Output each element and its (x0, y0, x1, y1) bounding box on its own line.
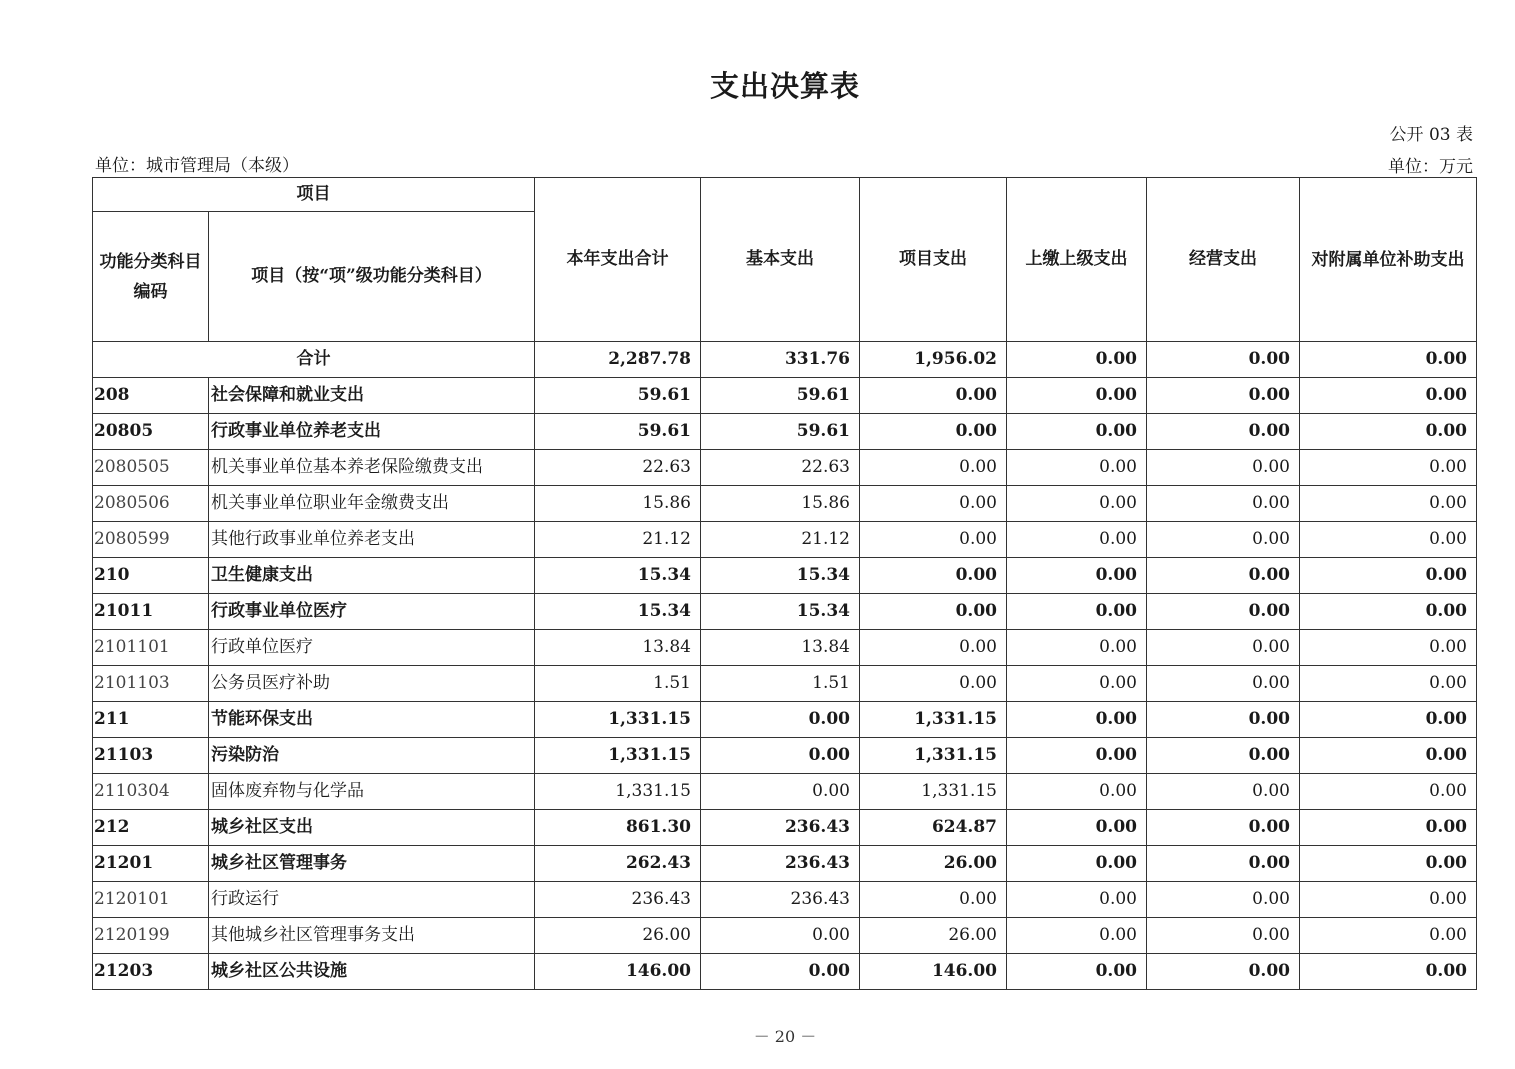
cell-name: 城乡社区公共设施 (209, 954, 535, 990)
cell-basic: 0.00 (701, 738, 860, 774)
table-row (93, 774, 1477, 810)
cell-total: 1,331.15 (535, 738, 701, 774)
cell-code: 21203 (93, 954, 209, 990)
cell-subsidy: 0.00 (1300, 810, 1477, 846)
header-code: 功能分类科目编码 (93, 212, 209, 342)
cell-subsidy: 0.00 (1300, 846, 1477, 882)
cell-business: 0.00 (1147, 774, 1300, 810)
cell-name: 机关事业单位职业年金缴费支出 (209, 486, 535, 522)
cell-basic: 15.34 (701, 594, 860, 630)
cell-subsidy: 0.00 (1300, 738, 1477, 774)
cell-code: 21201 (93, 846, 209, 882)
cell-subsidy: 0.00 (1300, 342, 1477, 378)
cell-business: 0.00 (1147, 702, 1300, 738)
cell-upper: 0.00 (1007, 558, 1147, 594)
cell-project: 624.87 (860, 810, 1007, 846)
header-basic: 基本支出 (701, 178, 860, 342)
cell-subsidy: 0.00 (1300, 666, 1477, 702)
total-row (93, 342, 1477, 378)
cell-total: 2,287.78 (535, 342, 701, 378)
cell-upper: 0.00 (1007, 378, 1147, 414)
cell-name: 卫生健康支出 (209, 558, 535, 594)
cell-total: 22.63 (535, 450, 701, 486)
header-project-group: 项目 (93, 178, 535, 212)
cell-total: 15.34 (535, 594, 701, 630)
header-subsidy: 对附属单位补助支出 (1300, 178, 1477, 342)
cell-business: 0.00 (1147, 450, 1300, 486)
cell-code: 2101103 (93, 666, 209, 702)
cell-upper: 0.00 (1007, 954, 1147, 990)
cell-project: 26.00 (860, 918, 1007, 954)
cell-code: 2120101 (93, 882, 209, 918)
cell-project: 0.00 (860, 450, 1007, 486)
cell-upper: 0.00 (1007, 774, 1147, 810)
cell-project: 0.00 (860, 414, 1007, 450)
cell-project: 1,331.15 (860, 774, 1007, 810)
cell-subsidy: 0.00 (1300, 414, 1477, 450)
cell-total: 21.12 (535, 522, 701, 558)
cell-basic: 15.34 (701, 558, 860, 594)
page-number: － 20 － (753, 1027, 817, 1046)
cell-subsidy: 0.00 (1300, 522, 1477, 558)
cell-business: 0.00 (1147, 558, 1300, 594)
table-row (93, 450, 1477, 486)
cell-basic: 236.43 (701, 882, 860, 918)
cell-code: 210 (93, 558, 209, 594)
cell-total: 146.00 (535, 954, 701, 990)
cell-code: 21011 (93, 594, 209, 630)
table-row (93, 738, 1477, 774)
cell-basic: 59.61 (701, 414, 860, 450)
cell-business: 0.00 (1147, 918, 1300, 954)
header-upper: 上缴上级支出 (1007, 178, 1147, 342)
cell-name: 行政事业单位医疗 (209, 594, 535, 630)
cell-business: 0.00 (1147, 954, 1300, 990)
total-label: 合计 (93, 342, 535, 378)
page-title: 支出决算表 (709, 69, 860, 103)
cell-code: 212 (93, 810, 209, 846)
cell-project: 0.00 (860, 558, 1007, 594)
cell-upper: 0.00 (1007, 810, 1147, 846)
cell-name: 其他城乡社区管理事务支出 (209, 918, 535, 954)
cell-name: 行政运行 (209, 882, 535, 918)
table-row (93, 522, 1477, 558)
cell-total: 1,331.15 (535, 702, 701, 738)
cell-total: 1,331.15 (535, 774, 701, 810)
cell-business: 0.00 (1147, 810, 1300, 846)
header-business: 经营支出 (1147, 178, 1300, 342)
cell-upper: 0.00 (1007, 450, 1147, 486)
cell-total: 15.34 (535, 558, 701, 594)
cell-name: 社会保障和就业支出 (209, 378, 535, 414)
cell-subsidy: 0.00 (1300, 378, 1477, 414)
cell-name: 行政事业单位养老支出 (209, 414, 535, 450)
cell-upper: 0.00 (1007, 702, 1147, 738)
cell-upper: 0.00 (1007, 918, 1147, 954)
unit-currency: 单位：万元 (1388, 157, 1473, 177)
cell-subsidy: 0.00 (1300, 774, 1477, 810)
cell-project: 0.00 (860, 630, 1007, 666)
cell-project: 0.00 (860, 378, 1007, 414)
cell-upper: 0.00 (1007, 342, 1147, 378)
table-row (93, 486, 1477, 522)
cell-basic: 0.00 (701, 702, 860, 738)
cell-total: 262.43 (535, 846, 701, 882)
cell-subsidy: 0.00 (1300, 882, 1477, 918)
cell-name: 其他行政事业单位养老支出 (209, 522, 535, 558)
cell-project: 1,331.15 (860, 702, 1007, 738)
cell-subsidy: 0.00 (1300, 594, 1477, 630)
table-row (93, 702, 1477, 738)
table-row (93, 918, 1477, 954)
cell-business: 0.00 (1147, 846, 1300, 882)
table-row (93, 558, 1477, 594)
table-row (93, 414, 1477, 450)
cell-basic: 1.51 (701, 666, 860, 702)
cell-basic: 236.43 (701, 846, 860, 882)
table-row (93, 810, 1477, 846)
cell-business: 0.00 (1147, 594, 1300, 630)
table-row (93, 594, 1477, 630)
cell-name: 行政单位医疗 (209, 630, 535, 666)
table-row (93, 882, 1477, 918)
cell-total: 59.61 (535, 414, 701, 450)
cell-project: 0.00 (860, 666, 1007, 702)
table-row (93, 630, 1477, 666)
cell-subsidy: 0.00 (1300, 918, 1477, 954)
cell-name: 固体废弃物与化学品 (209, 774, 535, 810)
cell-code: 2110304 (93, 774, 209, 810)
cell-upper: 0.00 (1007, 414, 1147, 450)
cell-project: 1,331.15 (860, 738, 1007, 774)
cell-total: 15.86 (535, 486, 701, 522)
cell-project: 0.00 (860, 486, 1007, 522)
cell-business: 0.00 (1147, 882, 1300, 918)
cell-upper: 0.00 (1007, 846, 1147, 882)
cell-project: 26.00 (860, 846, 1007, 882)
cell-business: 0.00 (1147, 378, 1300, 414)
cell-project: 1,956.02 (860, 342, 1007, 378)
cell-upper: 0.00 (1007, 522, 1147, 558)
cell-business: 0.00 (1147, 630, 1300, 666)
cell-project: 0.00 (860, 522, 1007, 558)
cell-code: 2101101 (93, 630, 209, 666)
cell-code: 2080599 (93, 522, 209, 558)
table-row (93, 846, 1477, 882)
cell-upper: 0.00 (1007, 594, 1147, 630)
cell-upper: 0.00 (1007, 738, 1147, 774)
cell-code: 208 (93, 378, 209, 414)
cell-subsidy: 0.00 (1300, 702, 1477, 738)
cell-code: 21103 (93, 738, 209, 774)
cell-name: 机关事业单位基本养老保险缴费支出 (209, 450, 535, 486)
form-number: 公开 03 表 (1389, 125, 1473, 145)
cell-subsidy: 0.00 (1300, 954, 1477, 990)
cell-total: 1.51 (535, 666, 701, 702)
cell-name: 节能环保支出 (209, 702, 535, 738)
cell-basic: 0.00 (701, 954, 860, 990)
table-row (93, 666, 1477, 702)
cell-business: 0.00 (1147, 342, 1300, 378)
cell-name: 城乡社区管理事务 (209, 846, 535, 882)
table-row (93, 954, 1477, 990)
cell-basic: 0.00 (701, 918, 860, 954)
cell-total: 236.43 (535, 882, 701, 918)
cell-upper: 0.00 (1007, 882, 1147, 918)
header-project: 项目支出 (860, 178, 1007, 342)
cell-business: 0.00 (1147, 738, 1300, 774)
cell-business: 0.00 (1147, 486, 1300, 522)
cell-project: 0.00 (860, 882, 1007, 918)
cell-name: 污染防治 (209, 738, 535, 774)
expenditure-table (92, 177, 1477, 990)
cell-code: 2120199 (93, 918, 209, 954)
cell-code: 20805 (93, 414, 209, 450)
cell-name: 公务员医疗补助 (209, 666, 535, 702)
cell-basic: 236.43 (701, 810, 860, 846)
cell-basic: 331.76 (701, 342, 860, 378)
cell-subsidy: 0.00 (1300, 630, 1477, 666)
cell-total: 13.84 (535, 630, 701, 666)
unit-organization: 单位：城市管理局（本级） (95, 156, 299, 176)
cell-subsidy: 0.00 (1300, 486, 1477, 522)
header-total: 本年支出合计 (535, 178, 701, 342)
cell-code: 211 (93, 702, 209, 738)
cell-name: 城乡社区支出 (209, 810, 535, 846)
cell-total: 26.00 (535, 918, 701, 954)
cell-subsidy: 0.00 (1300, 450, 1477, 486)
cell-basic: 13.84 (701, 630, 860, 666)
cell-code: 2080506 (93, 486, 209, 522)
cell-code: 2080505 (93, 450, 209, 486)
cell-subsidy: 0.00 (1300, 558, 1477, 594)
cell-business: 0.00 (1147, 666, 1300, 702)
cell-project: 146.00 (860, 954, 1007, 990)
cell-project: 0.00 (860, 594, 1007, 630)
cell-business: 0.00 (1147, 414, 1300, 450)
cell-upper: 0.00 (1007, 666, 1147, 702)
table-row (93, 378, 1477, 414)
cell-basic: 59.61 (701, 378, 860, 414)
cell-total: 861.30 (535, 810, 701, 846)
cell-basic: 21.12 (701, 522, 860, 558)
cell-total: 59.61 (535, 378, 701, 414)
cell-upper: 0.00 (1007, 630, 1147, 666)
cell-basic: 22.63 (701, 450, 860, 486)
header-name: 项目（按“项”级功能分类科目） (209, 212, 535, 342)
cell-upper: 0.00 (1007, 486, 1147, 522)
cell-basic: 15.86 (701, 486, 860, 522)
cell-business: 0.00 (1147, 522, 1300, 558)
cell-basic: 0.00 (701, 774, 860, 810)
